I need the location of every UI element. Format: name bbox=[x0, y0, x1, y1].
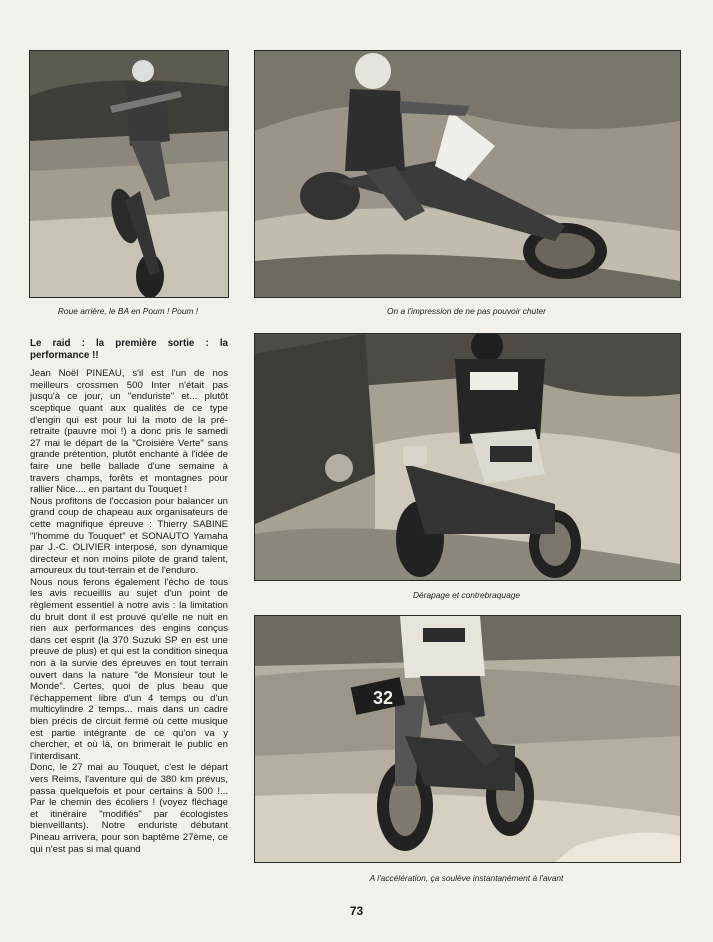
article-paragraph-1: Jean Noël PINEAU, s'il est l'un de nos meilleurs crossmen 500 Inter n'était pas jusqu'à ce jour, un "enduriste" et... plutôt sceptique quant aux qualités de ce type d'engin qui est pour lui la moto de la pré-retraite (pauvre moi !) a donc pris le samedi 27 mai le départ de la "Croisière Verte" sans grande prétention, plutôt enchanté à l'idée de faire une belle ballade d'une semaine à travers champs, forêts et montagnes pour rallier Nice.... en partant du Touquet ! bbox=[30, 368, 228, 496]
rider-number: 32 bbox=[373, 688, 394, 708]
article-paragraph-3: Nous nous ferons également l'écho de tous les avis recueillis au sujet d'un point de règlement essentiel à notre avis : la limitation du bruit dont il est prouvé qu'elle ne nuit en rien aux performances des engins conçus dans cet esprit (la 370 Suzuki SP en est une preuve de plus) et qui est la condition sinequa non à la survie des épreuves en tout terrain ouvert dans la nature "de Monsieur tout le Monde". Certes, quoi de plus beau que l'échappement libre d'un 4 temps ou d'un multicylindre 2 temps... mais dans un cadre bien précis de circuit fermé où cette musique est partie intégrante de ce qu'on va y chercher, et où là, on brimerait le public en l'interdisant. bbox=[30, 576, 228, 762]
article-paragraph-2: Nous profitons de l'occasion pour balancer un grand coup de chapeau aux organisateurs de cette magnifique épreuve : Thierry SABINE "l'homme du Touquet" et SONAUTO Yamaha par J.-C. OLIVIER interposé, son dynamique directeur et non moins pilote de grand talent, amoureux du tout-terrain et de l'enduro. bbox=[30, 495, 228, 577]
article-paragraph-4: Donc, le 27 mai au Touquet, c'est le départ vers Reims, l'aventure qui de 380 km prévus, passa quelquefois et pour certains à 500 !... Par le chemin des écoliers ! (voyez fléchage et itinéraire "modifiés" par écologistes bienveillants). Notre enduriste débutant Pineau arrivera, pour son baptême 27ème, ce qui n'est pas si mal quand bbox=[30, 762, 228, 855]
article-heading: Le raid : la première sortie : la performance !! bbox=[30, 338, 228, 361]
caption-drift: Dérapage et contrebraquage bbox=[412, 590, 521, 600]
article-column bbox=[30, 338, 228, 855]
photo-wheelie bbox=[29, 50, 229, 298]
photo-acceleration bbox=[254, 615, 681, 863]
caption-acceleration: A l'accélération, ça soulève instantanément à l'avant bbox=[369, 873, 564, 883]
caption-wheelie: Roue arrière, le BA en Poum ! Poum ! bbox=[57, 306, 199, 316]
page-number: 73 bbox=[349, 904, 364, 918]
photo-cornering bbox=[254, 50, 681, 298]
caption-cornering: On a l'impression de ne pas pouvoir chuter bbox=[387, 306, 546, 316]
photo-drift bbox=[254, 333, 681, 581]
